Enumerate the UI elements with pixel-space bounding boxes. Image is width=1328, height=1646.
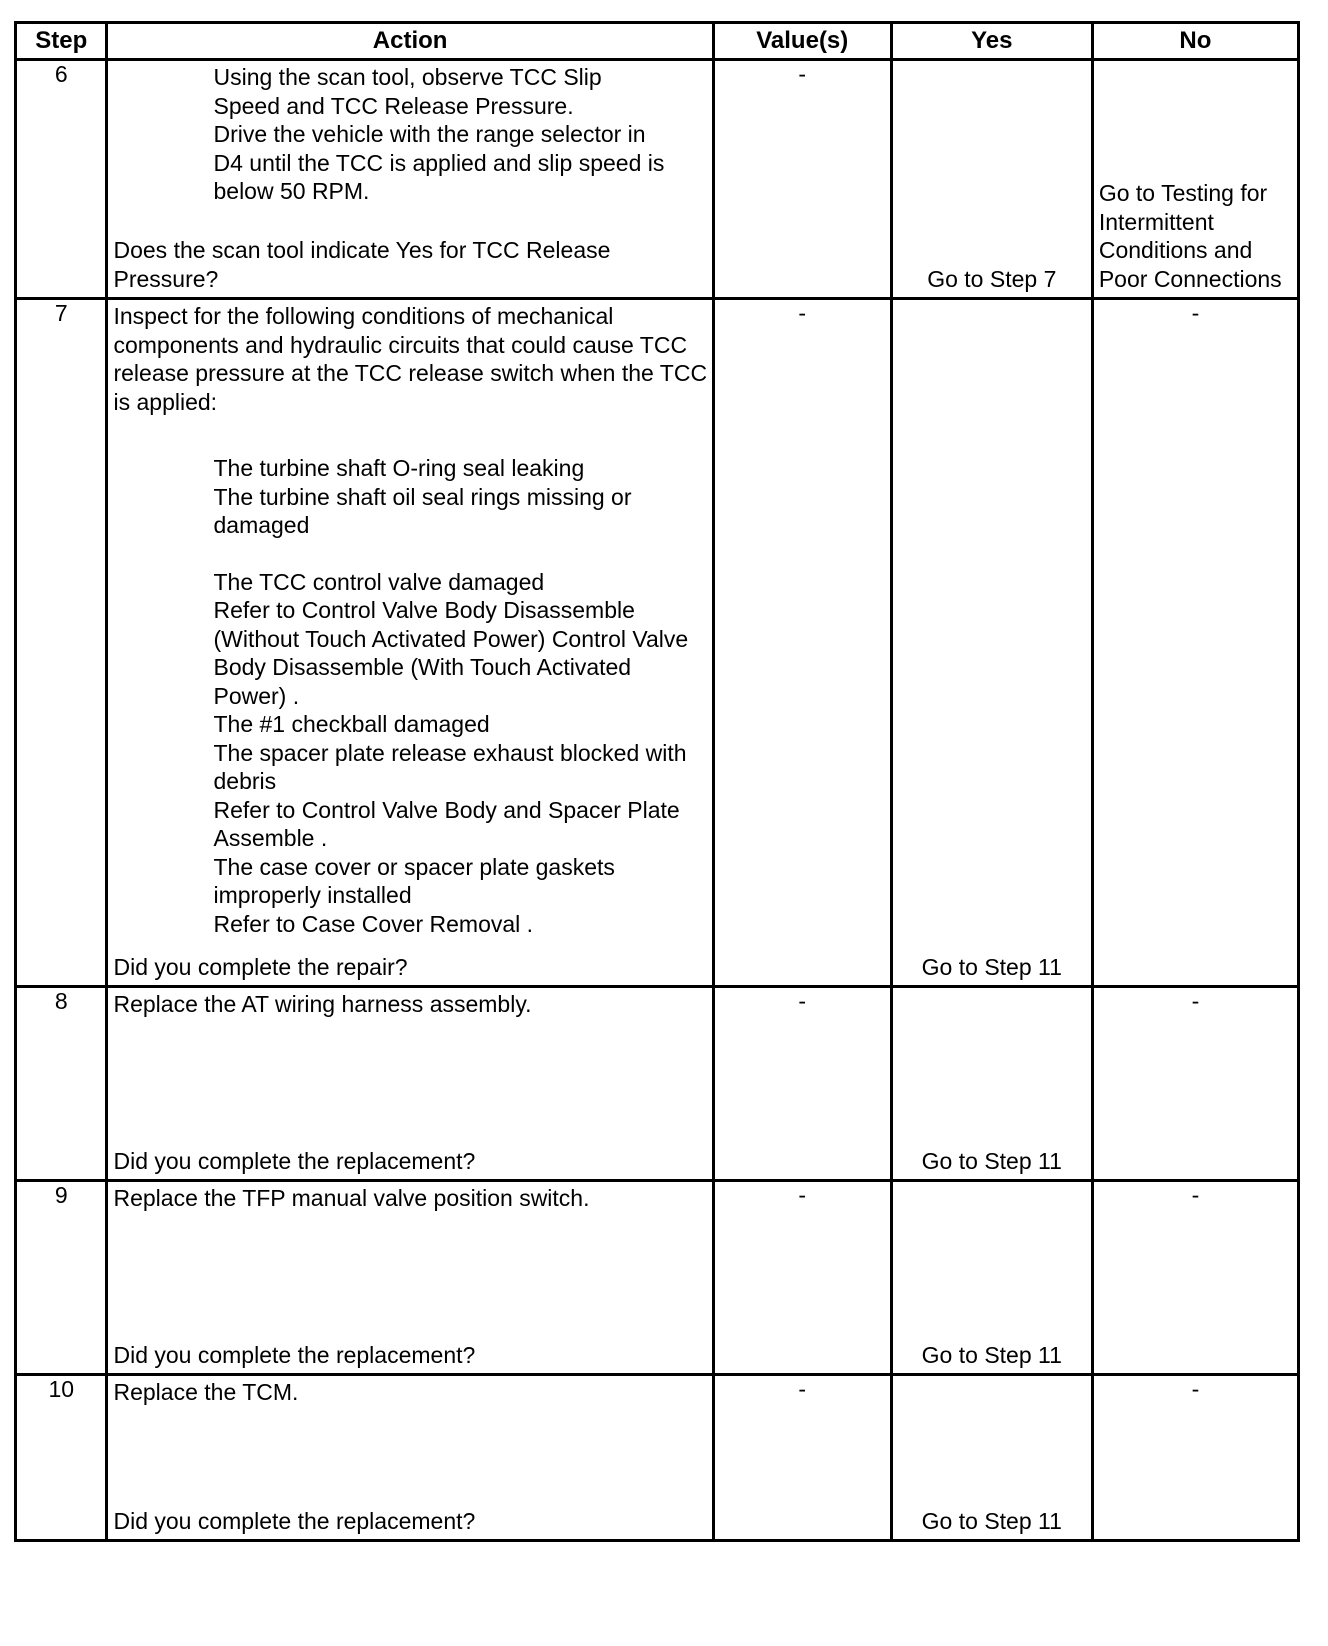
header-step: Step: [16, 23, 107, 60]
step-number: 10: [16, 1375, 107, 1541]
table-row-step-6: [16, 60, 1299, 299]
condition-item: The TCC control valve damaged: [213, 568, 545, 595]
yes-result: Go to Step 11: [921, 1147, 1062, 1174]
condition-item: Refer to Control Valve Body Disassemble (Without Touch Activated Power) Control Valve Body Disassemble (With Touch Activated Power) .: [213, 597, 689, 709]
action-cell: [107, 299, 713, 987]
action-question: Did you complete the repair?: [113, 953, 408, 980]
action-line: Speed and TCC Release Pressure.: [213, 92, 574, 119]
condition-item: Refer to Case Cover Removal .: [213, 910, 534, 937]
value-cell: -: [713, 1375, 891, 1541]
table-row-step-9: [16, 1181, 1299, 1375]
action-intro: Inspect for the following conditions of mechanical components and hydraulic circuits that could cause TCC release pressure at the TCC release switch when the TCC is applied:: [113, 303, 708, 415]
action-cell: [107, 1181, 713, 1375]
condition-item: The case cover or spacer plate gaskets improperly installed: [213, 853, 615, 908]
yes-cell: [891, 60, 1092, 299]
step-number: 9: [16, 1181, 107, 1375]
value-cell: -: [713, 987, 891, 1181]
table-row-step-10: [16, 1375, 1299, 1541]
yes-cell: [891, 299, 1092, 987]
value-cell: -: [713, 299, 891, 987]
action-line: Drive the vehicle with the range selector in: [213, 121, 646, 147]
header-yes: Yes: [891, 23, 1092, 60]
action-cell: [107, 987, 713, 1181]
action-text: Replace the AT wiring harness assembly.: [113, 991, 532, 1017]
action-line: Using the scan tool, observe TCC Slip: [213, 64, 602, 90]
value-cell: -: [713, 60, 891, 299]
diagnostic-table: [14, 21, 1300, 1542]
no-result: Go to Testing for Intermittent Conditions and Poor Connections: [1098, 180, 1282, 292]
table-row-step-7: [16, 299, 1299, 987]
yes-result: Go to Step 11: [921, 1507, 1062, 1534]
action-question: Did you complete the replacement?: [113, 1341, 476, 1368]
action-question: Did you complete the replacement?: [113, 1507, 476, 1534]
step-number: 8: [16, 987, 107, 1181]
value-cell: -: [713, 1181, 891, 1375]
no-cell: [1092, 60, 1298, 299]
yes-cell: [891, 1375, 1092, 1541]
condition-item: The #1 checkball damaged: [213, 711, 490, 737]
step-number: 6: [16, 60, 107, 299]
condition-item: The turbine shaft oil seal rings missing or damaged: [213, 483, 632, 538]
action-cell: [107, 1375, 713, 1541]
action-question: Does the scan tool indicate Yes for TCC Release Pressure?: [113, 237, 611, 292]
header-no: No: [1092, 23, 1298, 60]
action-text: Replace the TCM.: [113, 1379, 299, 1405]
yes-result: Go to Step 11: [921, 1341, 1062, 1368]
header-action: Action: [107, 23, 713, 60]
header-row: [16, 23, 1299, 60]
action-line: D4 until the TCC is applied and slip speed is: [213, 149, 665, 176]
no-cell: -: [1092, 1375, 1298, 1541]
table-row-step-8: [16, 987, 1299, 1181]
condition-item: Refer to Control Valve Body and Spacer Plate Assemble .: [213, 796, 680, 851]
condition-item: The spacer plate release exhaust blocked with debris: [213, 739, 687, 794]
header-values: Value(s): [713, 23, 891, 60]
action-line: below 50 RPM.: [213, 178, 370, 204]
yes-cell: [891, 987, 1092, 1181]
yes-result: Go to Step 11: [921, 953, 1062, 980]
no-cell: -: [1092, 987, 1298, 1181]
action-cell: [107, 60, 713, 299]
no-cell: -: [1092, 299, 1298, 987]
action-question: Did you complete the replacement?: [113, 1147, 476, 1174]
yes-cell: [891, 1181, 1092, 1375]
no-cell: -: [1092, 1181, 1298, 1375]
condition-item: The turbine shaft O-ring seal leaking: [213, 455, 585, 481]
step-number: 7: [16, 299, 107, 987]
yes-result: Go to Step 7: [927, 265, 1057, 292]
action-text: Replace the TFP manual valve position switch.: [113, 1185, 590, 1211]
